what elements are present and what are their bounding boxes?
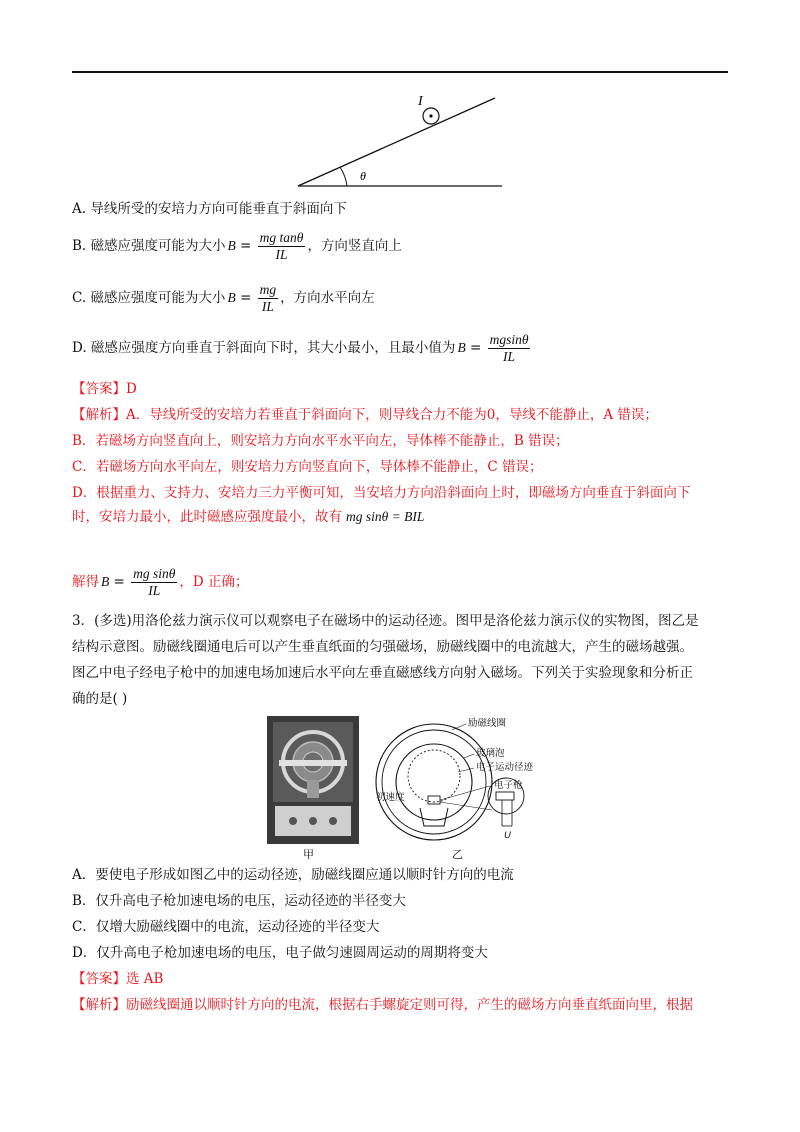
glass-bulb — [396, 744, 472, 820]
analysis-2-solve: 解得 B = $\frac{\text{mg sinθ}}{IL}$ ，D 正确； — [72, 566, 249, 598]
label-bulb: 玻璃泡 — [476, 748, 505, 759]
label-track: 电子运动径迹 — [476, 762, 534, 773]
question-3-stem-2: 结构示意图。励磁线圈通电后可以产生垂直纸面的匀强磁场，励磁线圈中的电流越大，产生的磁场越强。 — [72, 639, 693, 655]
question-3-stem-4: 确的是( ) — [72, 691, 128, 707]
angle-label: θ — [360, 169, 366, 183]
analysis-2-line5: 时，安培力最小，此时磁感应强度最小，故有 mg sinθ = BIL — [72, 509, 425, 525]
incline-figure — [290, 88, 510, 192]
option-a: A. 导线所受的安培力方向可能垂直于斜面向下 — [72, 201, 347, 217]
header-rule — [72, 71, 728, 73]
q3-option-c: C．仅增大励磁线圈中的电流，运动径迹的半径变大 — [72, 919, 380, 935]
outer-coil — [376, 724, 492, 840]
label-coil: 励磁线圈 — [468, 718, 507, 729]
question-3-stem-3: 图乙中电子经电子枪中的加速电场加速后水平向左垂直磁感线方向射入磁场。下列关于实验现象和分析正 — [72, 665, 693, 681]
analysis-2-line1: 【解析】A．导线所受的安培力若垂直于斜面向下，则导线合力不能为0，导线不能静止，A 错误； — [72, 407, 658, 423]
gun-body — [428, 796, 440, 804]
apparatus-photo — [267, 716, 359, 844]
bulb-stem — [420, 808, 448, 826]
answer-2: 【答案】D — [72, 381, 137, 397]
q3-option-a: A．要使电子形成如图乙中的运动径迹，励磁线圈应通以顺时针方向的电流 — [72, 867, 514, 883]
option-b-fraction: $\frac{\text{mg tanθ}}{IL}$ — [259, 230, 304, 262]
figure-label-jia: 甲 — [303, 848, 314, 861]
option-c-fraction: $\frac{mg}{IL}$ — [259, 282, 277, 314]
solve-fraction: $\frac{\text{mg sinθ}}{IL}$ — [133, 566, 176, 598]
option-d-fraction: $\frac{mgsin\theta}{IL}$ — [489, 332, 529, 364]
answer-3: 【答案】选 AB — [72, 971, 164, 987]
structure-diagram — [372, 714, 552, 846]
label-gun: 电子枪 — [494, 780, 523, 791]
current-label: I — [418, 94, 423, 109]
label-voltage: U — [504, 830, 511, 841]
label-initial-speed: 初速度 — [376, 792, 405, 803]
analysis-2-line4: D．根据重力、支持力、安培力三力平衡可知，当安培力方向沿斜面向上时，即磁场方向垂直于斜面向下 — [72, 485, 691, 501]
electron-track — [408, 750, 460, 802]
figure-label-yi: 乙 — [452, 848, 463, 861]
q3-option-b: B．仅升高电子枪加速电场的电压，运动径迹的半径变大 — [72, 893, 406, 909]
option-c: C. 磁感应强度可能为大小 B = $\frac{mg}{IL}$ ，方向水平向左 — [72, 282, 375, 314]
incline-slope-line — [298, 98, 495, 186]
option-d: D. 磁感应强度方向垂直于斜面向下时，其大小最小，且最小值为 B = $\frac{mgsin\theta}{IL}$ — [72, 332, 529, 364]
analysis-2-line3: C．若磁场方向水平向左，则安培力方向竖直向下，导体棒不能静止，C 错误； — [72, 459, 543, 475]
analysis-2-line2: B．若磁场方向竖直向上，则安培力方向水平水平向左，导体棒不能静止，B 错误； — [72, 433, 569, 449]
angle-arc — [340, 167, 347, 186]
q3-option-d: D．仅升高电子枪加速电场的电压，电子做匀速圆周运动的周期将变大 — [72, 945, 488, 961]
question-3-stem-1: 3．(多选)用洛伦兹力演示仪可以观察电子在磁场中的运动径迹。图甲是洛伦兹力演示仪的实物图，图乙是 — [72, 613, 699, 629]
analysis-3-line1: 【解析】励磁线圈通以顺时针方向的电流，根据右手螺旋定则可得，产生的磁场方向垂直纸面向里，根据 — [72, 997, 693, 1013]
current-dot — [429, 114, 432, 117]
coil-inner-ring — [382, 730, 486, 834]
option-b: B. 磁感应强度可能为大小 B = $\frac{\text{mg tanθ}}{IL}$ ，方向竖直向上 — [72, 230, 402, 262]
